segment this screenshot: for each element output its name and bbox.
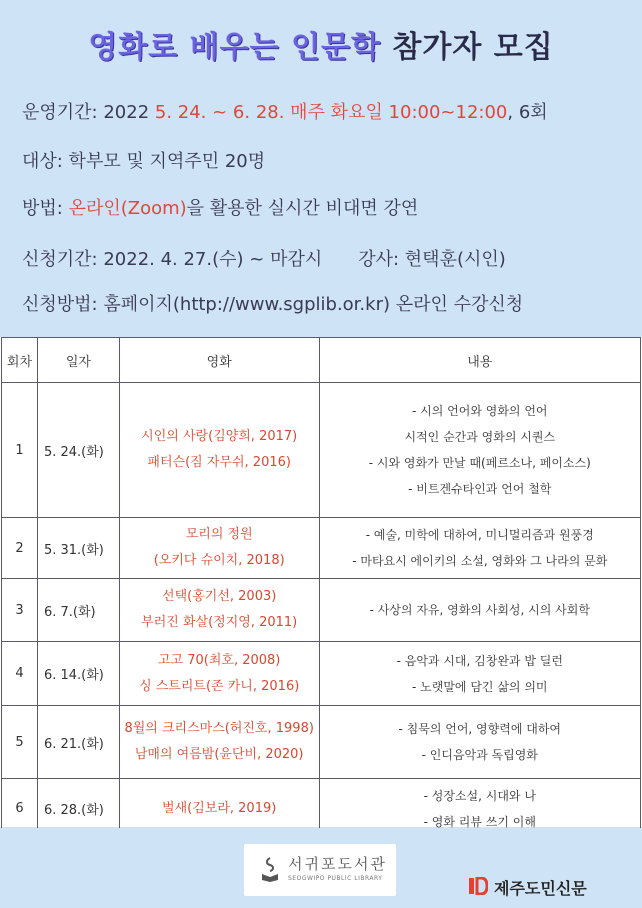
content-line: 시적인 순간과 영화의 시퀀스 bbox=[404, 430, 556, 444]
content-line: - 마타요시 에이키의 소설, 영화와 그 나라의 문화 bbox=[352, 554, 608, 568]
content-line: - 침묵의 언어, 영향력에 대하여 bbox=[398, 722, 562, 736]
table-row bbox=[2, 642, 641, 706]
press-name: 제주도민신문 bbox=[494, 879, 587, 898]
info-apply-period bbox=[22, 245, 506, 271]
film-title: (오키다 슈이치, 2018) bbox=[153, 553, 285, 568]
content-line: - 노랫말에 담긴 삶의 의미 bbox=[412, 679, 548, 694]
film-title: 8월의 크리스마스(허진호, 1998) bbox=[124, 721, 314, 736]
film-title: 시인의 사랑(김양희, 2017) bbox=[141, 429, 298, 444]
row-films bbox=[119, 383, 319, 518]
schedule-table bbox=[1, 337, 641, 839]
library-logo bbox=[244, 844, 396, 896]
film-title: 고고 70(최호, 2008) bbox=[157, 652, 281, 668]
row-num: 4 bbox=[2, 642, 38, 706]
content-line: - 영화 리뷰 쓰기 이해 bbox=[423, 814, 536, 829]
film-title: 벌새(김보라, 2019) bbox=[162, 800, 277, 816]
film-title: 모리의 정원 bbox=[185, 527, 253, 542]
row-films bbox=[119, 579, 319, 642]
row-num: 2 bbox=[2, 518, 38, 579]
title-sub: 참가자 모집 bbox=[392, 30, 554, 65]
row-num: 3 bbox=[2, 579, 38, 642]
header-section bbox=[0, 0, 642, 330]
method-rest: 을 활용한 실시간 비대면 강연 bbox=[186, 198, 419, 219]
content-line: - 성장소설, 시대와 나 bbox=[423, 788, 536, 803]
schedule-table-section bbox=[0, 337, 642, 827]
row-num: 5 bbox=[2, 706, 38, 779]
info-apply-method bbox=[22, 290, 523, 316]
content-line: - 인디음악과 독립영화 bbox=[421, 748, 538, 762]
content-line: - 사상의 자유, 영화의 사회성, 시의 사회학 bbox=[369, 603, 590, 617]
apply-method-label: 신청방법: 홈페이지(http://www.sgplib.or.kr) 온라인 수강신청 bbox=[22, 294, 524, 315]
film-title: 남매의 여름밤(윤단비, 2020) bbox=[134, 747, 304, 762]
row-content bbox=[319, 706, 640, 779]
row-date: 5. 24.(화) bbox=[37, 383, 119, 518]
press-logo-icon bbox=[468, 877, 488, 895]
table-row bbox=[2, 383, 641, 518]
film-title: 부러진 화살(정지영, 2011) bbox=[141, 615, 298, 630]
row-content bbox=[319, 579, 640, 642]
header-num: 회차 bbox=[2, 338, 38, 383]
info-target bbox=[22, 147, 265, 173]
title-main: 영화로 배우는 인문학 bbox=[88, 30, 381, 65]
content-line: - 비트겐슈타인과 언어 철학 bbox=[408, 482, 552, 496]
row-date: 6. 21.(화) bbox=[37, 706, 119, 779]
library-name: 서귀포도서관 bbox=[288, 855, 387, 873]
period-sessions: , 6회 bbox=[507, 102, 548, 123]
row-content bbox=[319, 642, 640, 706]
method-label: 방법: bbox=[22, 198, 69, 219]
table-row bbox=[2, 706, 641, 779]
row-films bbox=[119, 706, 319, 779]
row-date: 5. 31.(화) bbox=[37, 518, 119, 579]
row-films bbox=[119, 642, 319, 706]
film-title: 싱 스트리트(존 카니, 2016) bbox=[139, 678, 300, 694]
header-date: 일자 bbox=[37, 338, 119, 383]
film-title: 패터슨(짐 자무쉬, 2016) bbox=[147, 455, 291, 470]
header-content: 내용 bbox=[319, 338, 640, 383]
info-method bbox=[22, 194, 418, 220]
row-content bbox=[319, 518, 640, 579]
film-title: 선택(홍기선, 2003) bbox=[162, 589, 277, 604]
info-period bbox=[22, 98, 548, 124]
content-line: - 음악과 시대, 김창완과 밥 딜런 bbox=[396, 653, 563, 668]
lecturer-label: 강사: 현택훈(시인) bbox=[358, 249, 506, 270]
library-sub: SEOGWIPO PUBLIC LIBRARY bbox=[288, 875, 383, 882]
page-title bbox=[0, 22, 642, 66]
row-date: 6. 14.(화) bbox=[37, 642, 119, 706]
target-label: 대상: 학부모 및 지역주민 20명 bbox=[22, 151, 266, 172]
method-highlight: 온라인(Zoom) bbox=[68, 198, 187, 219]
row-films bbox=[119, 518, 319, 579]
content-line: - 시와 영화가 만날 때(페르소나, 페이소스) bbox=[368, 456, 591, 470]
row-num: 1 bbox=[2, 383, 38, 518]
row-date: 6. 28.(화) bbox=[37, 779, 119, 839]
table-header-row bbox=[2, 338, 641, 383]
header-film: 영화 bbox=[119, 338, 319, 383]
table-row bbox=[2, 518, 641, 579]
content-line: - 예술, 미학에 대하여, 미니멀리즘과 원풍경 bbox=[365, 528, 594, 542]
row-num: 6 bbox=[2, 779, 38, 839]
row-content bbox=[319, 383, 640, 518]
period-dates: 5. 24. ~ 6. 28. 매주 화요일 10:00~12:00 bbox=[154, 102, 508, 123]
library-book-icon bbox=[260, 856, 280, 882]
content-line: - 시의 언어와 영화의 언어 bbox=[412, 404, 548, 418]
period-label: 운영기간: 2022 bbox=[22, 102, 155, 123]
apply-period-label: 신청기간: 2022. 4. 27.(수) ~ 마감시 bbox=[22, 249, 323, 270]
table-row bbox=[2, 579, 641, 642]
row-date: 6. 7.(화) bbox=[37, 579, 119, 642]
